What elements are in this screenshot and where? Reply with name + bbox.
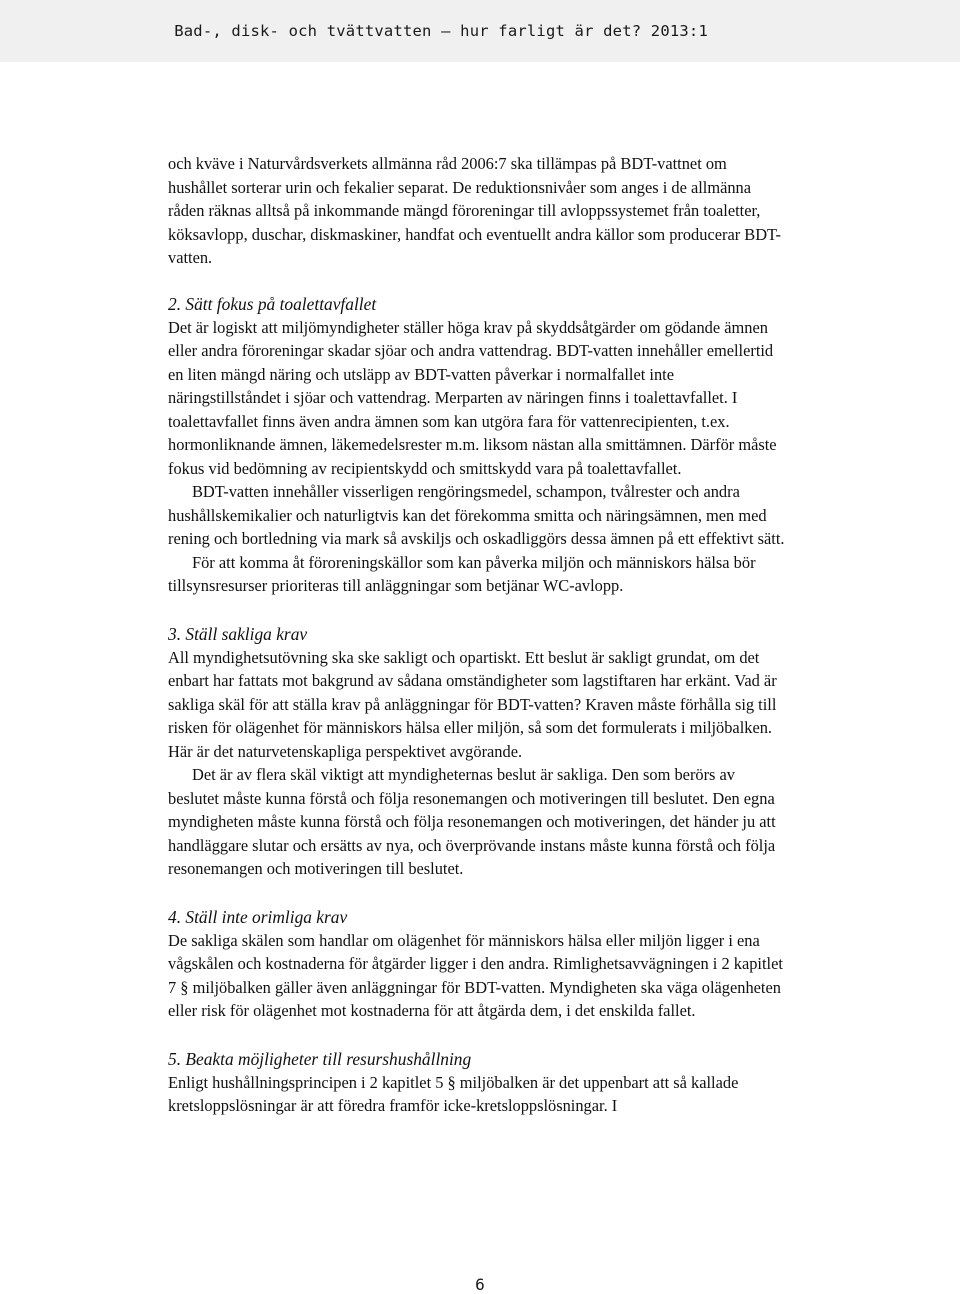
paragraph: De sakliga skälen som handlar om olägenhet för människors hälsa eller miljön ligger i ena vågskålen och kostnaderna för åtgärder ligger i den andra. Rimlighetsavvägningen i 2 kapitlet 7 § miljöbalken gäller även anläggningar för BDT-vatten. Myndigheten ska väga olägenheten eller risk för olägenhet mot kostnaderna för att åtgärda dem, i det enskilda fallet. [168, 930, 783, 1020]
page-header [0, 0, 960, 62]
intro-paragraph: och kväve i Naturvårdsverkets allmänna råd 2006:7 ska tillämpas på BDT-vattnet om hushållet sorterar urin och fekalier separat. De reduktionsnivåer som anges i de allmänna råden räknas alltså på inkommande mängd föroreningar till avloppssystemet från toaletter, köksavlopp, duschar, diskmaskiner, handfat och eventuellt andra källor som producerar BDT-vatten. [168, 154, 782, 267]
paragraph: All myndighetsutövning ska ske sakligt och opartiskt. Ett beslut är sakligt grundat, om det enbart har fattats mot bakgrund av sådana omständigheter som lagstiftaren har erkänt. Vad är sakliga skäl för att ställa krav på anläggningar för BDT-vatten? Kraven måste förhålla sig till risken för olägenhet för människors hälsa eller miljön, så som det formulerats i miljöbalken. Här är det naturvetenskapliga perspektivet avgörande. [168, 647, 777, 761]
section-heading: 2. Sätt fokus på toalettavfallet [168, 293, 377, 314]
section-heading: 5. Beakta möjligheter till resurshushållning [168, 1048, 472, 1069]
page-number: 6 [475, 1275, 485, 1294]
section-heading: 3. Ställ sakliga krav [168, 623, 308, 644]
document-body [168, 152, 788, 1118]
paragraph: Enligt hushållningsprincipen i 2 kapitlet 5 § miljöbalken är det uppenbart att så kallade kretsloppslösningar är att föredra framför icke-kretsloppslösningar. I [168, 1072, 739, 1115]
section-heading: 4. Ställ inte orimliga krav [168, 906, 348, 927]
paragraph: Det är av flera skäl viktigt att myndigheternas beslut är sakliga. Den som berörs av beslutet måste kunna förstå och följa resonemangen och motiveringen till beslutet. Den egna myndigheten måste kunna förstå och följa resonemangen och motiveringen, det händer ju att handläggare slutar och ersätts av nya, och överprövande instans måste kunna förstå och följa resonemangen och motiveringen till beslutet. [168, 765, 776, 878]
paragraph: Det är logiskt att miljömyndigheter ställer höga krav på skyddsåtgärder om gödande ämnen eller andra föroreningar skadar sjöar och andra vattendrag. BDT-vatten innehåller emellertid en liten mängd näring och utsläpp av BDT-vatten påverkar i normalfallet inte näringstillståndet i sjöar och vattendrag. Merparten av näringen finns i toalettavfallet. I toalettavfallet finns även andra ämnen som kan utgöra fara för vattenrecipienten, t.ex. hormonliknande ämnen, läkemedelsrester m.m. liksom nästan alla smittämnen. Därför måste fokus vid bedömning av recipientskydd och smittskydd vara på toalettavfallet. [168, 317, 777, 478]
paragraph: För att komma åt föroreningskällor som kan påverka miljön och människors hälsa bör tillsynsresurser prioriteras till anläggningar som betjänar WC-avlopp. [168, 552, 756, 595]
document-title: Bad-, disk- och tvättvatten – hur farligt är det? 2013:1 [174, 22, 708, 40]
paragraph: BDT-vatten innehåller visserligen rengöringsmedel, schampon, tvålrester och andra hushållskemikalier och naturligtvis kan det förekomma smitta och näringsämnen, men med rening och bortledning via mark så avskiljs och oskadliggörs dessa ämnen på ett effektivt sätt. [168, 482, 785, 548]
